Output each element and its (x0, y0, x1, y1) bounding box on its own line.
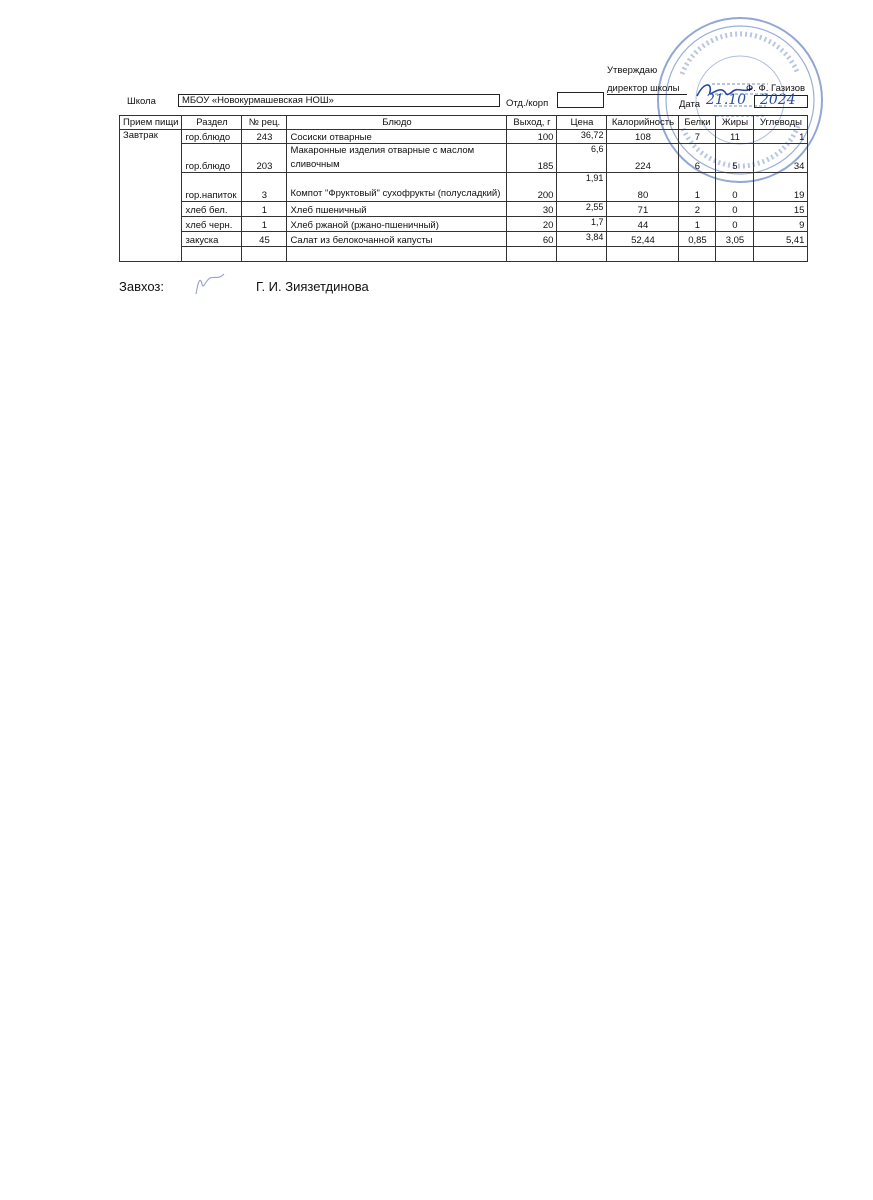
price-cell: 1,7 (557, 217, 607, 232)
carbs-cell: 9 (754, 217, 808, 232)
recipe-cell: 243 (242, 130, 287, 144)
header-cell: Выход, г (507, 116, 557, 130)
protein-cell: 6 (679, 144, 716, 173)
header-cell: Калорийность (607, 116, 679, 130)
section-cell: хлеб черн. (182, 217, 242, 232)
table-row-empty (120, 247, 808, 262)
header-cell: Цена (557, 116, 607, 130)
price-cell: 2,55 (557, 202, 607, 217)
footer-name: Г. И. Зиязетдинова (256, 279, 369, 294)
table-row (120, 232, 808, 247)
section-cell: хлеб бел. (182, 202, 242, 217)
menu-table (119, 115, 808, 262)
dish-cell: Хлеб пшеничный (287, 202, 507, 217)
director-signature-line (607, 94, 687, 95)
table-row (120, 130, 808, 144)
approve-title: Утверждаю (607, 65, 658, 76)
recipe-cell: 45 (242, 232, 287, 247)
empty-cell (754, 247, 808, 262)
empty-cell (507, 247, 557, 262)
recipe-cell: 203 (242, 144, 287, 173)
empty-cell (182, 247, 242, 262)
header-cell: Углеводы (754, 116, 808, 130)
table-header-row (120, 116, 808, 130)
header-cell: Блюдо (287, 116, 507, 130)
protein-cell: 0,85 (679, 232, 716, 247)
director-name: Ф. Ф. Газизов (746, 83, 806, 94)
header-cell: Прием пищи (120, 116, 182, 130)
carbs-cell: 34 (754, 144, 808, 173)
table-row (120, 202, 808, 217)
school-name: МБОУ «Новокурмашевская НОШ» (178, 94, 500, 107)
yield-cell: 60 (507, 232, 557, 247)
yield-cell: 185 (507, 144, 557, 173)
empty-cell (287, 247, 507, 262)
carbs-cell: 19 (754, 173, 808, 202)
section-cell: гор.блюдо (182, 130, 242, 144)
price-cell: 36,72 (557, 130, 607, 144)
yield-cell: 200 (507, 173, 557, 202)
empty-cell (242, 247, 287, 262)
dept-label: Отд./корп (506, 98, 549, 109)
dish-cell: Макаронные изделия отварные с маслом сливочным (287, 144, 507, 173)
protein-cell: 7 (679, 130, 716, 144)
dish-cell: Компот "Фруктовый" сухофрукты (полусладкий) (287, 173, 507, 202)
header-cell: Раздел (182, 116, 242, 130)
header-cell: Жиры (716, 116, 754, 130)
school-label: Школа (127, 96, 156, 107)
price-cell: 6,6 (557, 144, 607, 173)
recipe-cell: 1 (242, 217, 287, 232)
empty-cell (557, 247, 607, 262)
kcal-cell: 108 (607, 130, 679, 144)
empty-cell (607, 247, 679, 262)
section-cell: закуска (182, 232, 242, 247)
date-day-month: 21.10 (706, 92, 747, 108)
yield-cell: 100 (507, 130, 557, 144)
table-row (120, 144, 808, 173)
header-cell: Белки (679, 116, 716, 130)
fat-cell: 5 (716, 144, 754, 173)
dish-cell: Сосиски отварные (287, 130, 507, 144)
fat-cell: 3,05 (716, 232, 754, 247)
empty-cell (679, 247, 716, 262)
price-cell: 3,84 (557, 232, 607, 247)
section-cell: гор.напиток (182, 173, 242, 202)
fat-cell: 0 (716, 173, 754, 202)
kcal-cell: 71 (607, 202, 679, 217)
approve-position: директор школы (607, 83, 680, 94)
protein-cell: 1 (679, 173, 716, 202)
yield-cell: 30 (507, 202, 557, 217)
kcal-cell: 52,44 (607, 232, 679, 247)
table-row (120, 173, 808, 202)
recipe-cell: 3 (242, 173, 287, 202)
recipe-cell: 1 (242, 202, 287, 217)
kcal-cell: 224 (607, 144, 679, 173)
protein-cell: 2 (679, 202, 716, 217)
dish-cell: Хлеб ржаной (ржано-пшеничный) (287, 217, 507, 232)
fat-cell: 11 (716, 130, 754, 144)
kcal-cell: 80 (607, 173, 679, 202)
fat-cell: 0 (716, 217, 754, 232)
dept-value (557, 92, 604, 108)
header-cell: № рец. (242, 116, 287, 130)
meal-cell: Завтрак (120, 130, 182, 262)
fat-cell: 0 (716, 202, 754, 217)
yield-cell: 20 (507, 217, 557, 232)
table-row (120, 217, 808, 232)
date-label: Дата (679, 99, 701, 110)
carbs-cell: 15 (754, 202, 808, 217)
footer-role: Завхоз: (119, 279, 164, 294)
price-cell: 1,91 (557, 173, 607, 202)
carbs-cell: 1 (754, 130, 808, 144)
date-year: 2024 (760, 92, 796, 108)
kcal-cell: 44 (607, 217, 679, 232)
zavhoz-signature (190, 272, 230, 298)
section-cell: гор.блюдо (182, 144, 242, 173)
empty-cell (716, 247, 754, 262)
carbs-cell: 5,41 (754, 232, 808, 247)
dish-cell: Салат из белокочанной капусты (287, 232, 507, 247)
protein-cell: 1 (679, 217, 716, 232)
